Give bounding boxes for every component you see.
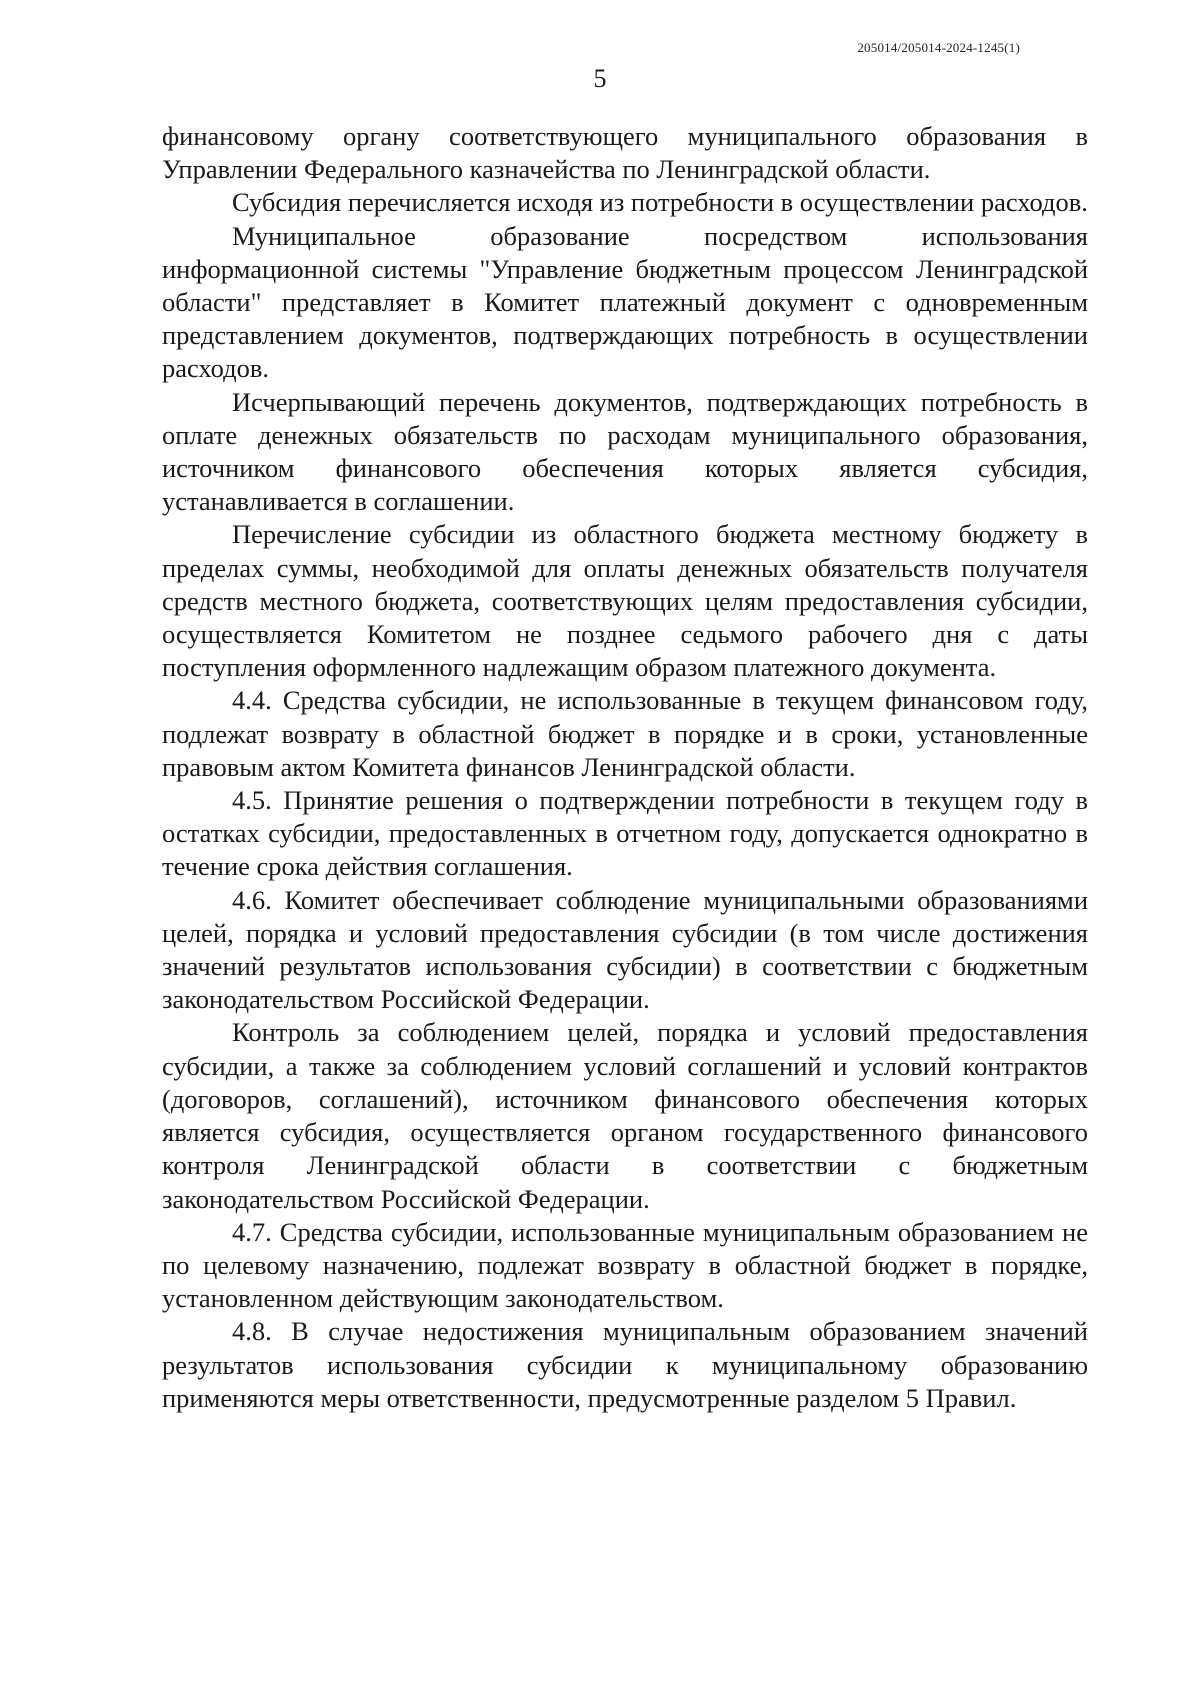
paragraph-transfer-deadline: Перечисление субсидии из областного бюджета местному бюджету в пределах суммы, необходимой для оплаты денежных обязательств получателя средств местного бюджета, соответствующих целям предоставления субсидии, осуществляется Комитетом не позднее седьмого рабочего дня с даты поступления оформленного надлежащим образом платежного документа.	[162, 519, 1088, 683]
paragraph-4-6: 4.6. Комитет обеспечивает соблюдение муниципальными образованиями целей, порядка и условий предоставления субсидии (в том числе достижения значений результатов использования субсидии) в соответствии с бюджетным законодательством Российской Федерации.	[162, 884, 1088, 1015]
paragraph-control: Контроль за соблюдением целей, порядка и условий предоставления субсидии, а также за соблюдением условий соглашений и условий контрактов (договоров, соглашений), источником финансового обеспечения которых является субсидия, осуществляется органом государственного финансового контроля Ленинградской области в соответствии с бюджетным законодательством Российской Федерации.	[162, 1017, 1088, 1214]
document-body	[162, 120, 1088, 1415]
page-number: 5	[593, 64, 607, 93]
paragraph-subsidy-transfer-basis: Субсидия перечисляется исходя из потребности в осуществлении расходов.	[232, 187, 1088, 218]
document-registration-number: 205014/205014-2024-1245(1)	[857, 40, 1020, 55]
paragraph-4-5: 4.5. Принятие решения о подтверждении потребности в текущем году в остатках субсидии, предоставленных в отчетном году, допускается однократно в течение срока действия соглашения.	[162, 785, 1088, 882]
paragraph-documents-list: Исчерпывающий перечень документов, подтверждающих потребность в оплате денежных обязательств по расходам муниципального образования, источником финансового обеспечения которых является субсидия, устанавливается в соглашении.	[162, 386, 1088, 517]
paragraph-4-8: 4.8. В случае недостижения муниципальным образованием значений результатов использования субсидии к муниципальному образованию применяются меры ответственности, предусмотренные разделом 5 Правил.	[162, 1316, 1088, 1413]
paragraph-4-4: 4.4. Средства субсидии, не использованные в текущем финансовом году, подлежат возврату в областной бюджет в порядке и в сроки, установленные правовым актом Комитета финансов Ленинградской области.	[162, 685, 1088, 782]
paragraph-4-7: 4.7. Средства субсидии, использованные муниципальным образованием не по целевому назначению, подлежат возврату в областной бюджет в порядке, установленном действующим законодательством.	[162, 1216, 1088, 1314]
paragraph-continuation: финансовому органу соответствующего муниципального образования в Управлении Федерального казначейства по Ленинградской области.	[162, 121, 1088, 185]
paragraph-payment-document: Муниципальное образование посредством использования информационной системы "Управление бюджетным процессом Ленинградской области" представляет в Комитет платежный документ с одновременным представлением документов, подтверждающих потребность в осуществлении расходов.	[162, 220, 1088, 384]
